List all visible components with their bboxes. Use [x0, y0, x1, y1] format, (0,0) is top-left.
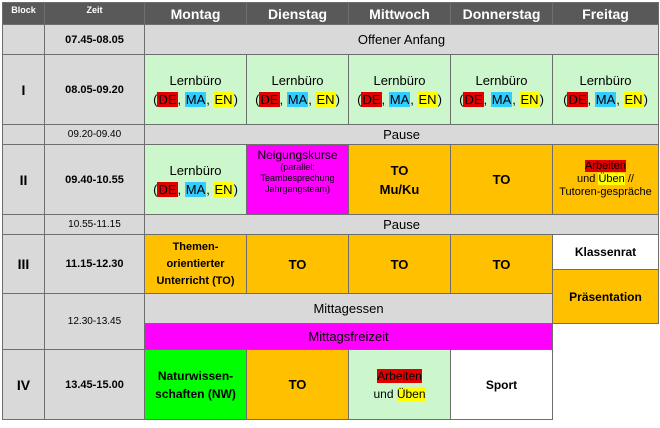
to-dienstag-b4: TO: [247, 350, 349, 420]
comma: ,: [308, 91, 312, 107]
naturwissenschaften: Naturwissen-schaften (NW): [145, 350, 247, 420]
row-block-2: [3, 145, 659, 215]
ueben-text: Üben: [598, 173, 625, 185]
header-zeit: Zeit: [45, 3, 145, 25]
header-dienstag: Dienstag: [247, 3, 349, 25]
slashes-text: //: [627, 173, 634, 185]
lernbuero-subjects: [349, 90, 450, 109]
comma: ,: [279, 91, 284, 107]
pause-2: Pause: [145, 215, 659, 235]
time-b3: 11.15-12.30: [45, 235, 145, 294]
block-4: IV: [3, 350, 45, 420]
row-block-4: [3, 350, 659, 420]
subject-en: EN: [214, 91, 233, 107]
subject-ma: MA: [287, 91, 308, 107]
time-pause2: 10.55-11.15: [45, 215, 145, 235]
block-empty: [3, 125, 45, 145]
subject-de: DE: [158, 181, 177, 197]
time-b1: 08.05-09.20: [45, 55, 145, 125]
block-empty: [3, 25, 45, 55]
row-block-3a: [3, 235, 659, 270]
subject-ma: MA: [491, 91, 512, 107]
row-pause-2: [3, 215, 659, 235]
header-freitag: Freitag: [553, 3, 659, 25]
comma: ,: [410, 91, 414, 107]
time-b2: 09.40-10.55: [45, 145, 145, 215]
lernbuero-subjects: [553, 90, 658, 109]
und-text: und: [577, 173, 596, 185]
subject-ma: MA: [185, 91, 206, 107]
paren-close: ): [643, 91, 648, 107]
comma: ,: [177, 181, 182, 197]
time-mittag: 12.30-13.45: [45, 294, 145, 350]
ueben-text: Üben: [396, 386, 426, 401]
paren-close: ): [233, 91, 238, 107]
to-mu-ku: [349, 145, 451, 215]
time-b4: 13.45-15.00: [45, 350, 145, 420]
subject-en: EN: [418, 91, 437, 107]
lernbuero-title: Lernbüro: [475, 72, 528, 88]
subject-de: DE: [362, 91, 381, 107]
paren-close: ): [437, 91, 442, 107]
mittagsfreizeit: Mittagsfreizeit: [145, 324, 553, 350]
comma: ,: [381, 91, 386, 107]
to-dienstag-b3: TO: [247, 235, 349, 294]
arbeiten-ueben: [349, 350, 451, 420]
klassenrat: Klassenrat: [553, 235, 659, 270]
paren-open: (: [153, 91, 158, 107]
blank-cell: [553, 324, 659, 350]
lernbuero-title: Lernbüro: [169, 72, 222, 88]
block-1: I: [3, 55, 45, 125]
subject-en: EN: [624, 91, 643, 107]
lernbuero-title: Lernbüro: [271, 72, 324, 88]
subject-en: EN: [520, 91, 539, 107]
arbeiten-text: Arbeiten: [585, 160, 626, 172]
offener-anfang: Offener Anfang: [145, 25, 659, 55]
comma: ,: [616, 91, 620, 107]
paren-close: ): [233, 181, 238, 197]
header-block: Block: [3, 3, 45, 25]
lernbuero-freitag: [553, 55, 659, 125]
comma: ,: [587, 91, 592, 107]
pause-1: Pause: [145, 125, 659, 145]
block-2: II: [3, 145, 45, 215]
praesentation: Präsentation: [553, 270, 659, 324]
to-mu-ku-line2: Mu/Ku: [379, 181, 420, 197]
to-mittwoch-b3: TO: [349, 235, 451, 294]
block-empty: [3, 294, 45, 350]
comma: ,: [483, 91, 488, 107]
paren-open: (: [459, 91, 464, 107]
neigungskurse: [247, 145, 349, 215]
header-mittwoch: Mittwoch: [349, 3, 451, 25]
to-mu-ku-line1: TO: [390, 162, 409, 178]
paren-open: (: [563, 91, 568, 107]
timetable: [2, 2, 659, 420]
lernbuero-subjects: [145, 180, 246, 199]
comma: ,: [512, 91, 516, 107]
subject-en: EN: [214, 181, 233, 197]
paren-open: (: [357, 91, 362, 107]
lernbuero-dienstag: [247, 55, 349, 125]
to-donnerstag-b3: TO: [451, 235, 553, 294]
paren-close: ): [335, 91, 340, 107]
subject-ma: MA: [389, 91, 410, 107]
lernbuero-donnerstag: [451, 55, 553, 125]
header-donnerstag: Donnerstag: [451, 3, 553, 25]
lernbuero-subjects: [451, 90, 552, 109]
neigungskurse-sub: (parallel: Teambesprechung Jahrgangsteam): [260, 162, 335, 194]
time-pause1: 09.20-09.40: [45, 125, 145, 145]
row-pause-1: [3, 125, 659, 145]
blank-cell: [553, 350, 659, 420]
sport: Sport: [451, 350, 553, 420]
comma: ,: [206, 181, 210, 197]
themenorientiert: Themen-orientierter Unterricht (TO): [145, 235, 247, 294]
neigungskurse-title: Neigungskurse: [257, 148, 338, 162]
lernbuero-subjects: [145, 90, 246, 109]
row-offener-anfang: [3, 25, 659, 55]
und-text: und: [373, 386, 394, 401]
lernbuero-title: Lernbüro: [579, 72, 632, 88]
time-offen: 07.45-08.05: [45, 25, 145, 55]
subject-en: EN: [316, 91, 335, 107]
lernbuero-subjects: [247, 90, 348, 109]
lernbuero-title: Lernbüro: [169, 162, 222, 178]
paren-open: (: [153, 181, 158, 197]
subject-de: DE: [568, 91, 587, 107]
subject-ma: MA: [595, 91, 616, 107]
subject-de: DE: [158, 91, 177, 107]
subject-de: DE: [464, 91, 483, 107]
lernbuero-montag: [145, 55, 247, 125]
block-3: III: [3, 235, 45, 294]
row-block-1: [3, 55, 659, 125]
lernbuero-montag-b2: [145, 145, 247, 215]
lernbuero-mittwoch: [349, 55, 451, 125]
lernbuero-title: Lernbüro: [373, 72, 426, 88]
subject-ma: MA: [185, 181, 206, 197]
header-montag: Montag: [145, 3, 247, 25]
paren-close: ): [539, 91, 544, 107]
mittagessen: Mittagessen: [145, 294, 553, 324]
header-row: [3, 3, 659, 25]
comma: ,: [206, 91, 210, 107]
arbeiten-tutoren: [553, 145, 659, 215]
arbeiten-text: Arbeiten: [377, 368, 422, 383]
tutoren-text: Tutoren-gespräche: [559, 186, 652, 198]
comma: ,: [177, 91, 182, 107]
paren-open: (: [255, 91, 260, 107]
to-donnerstag-b2: TO: [451, 145, 553, 215]
block-empty: [3, 215, 45, 235]
subject-de: DE: [260, 91, 279, 107]
